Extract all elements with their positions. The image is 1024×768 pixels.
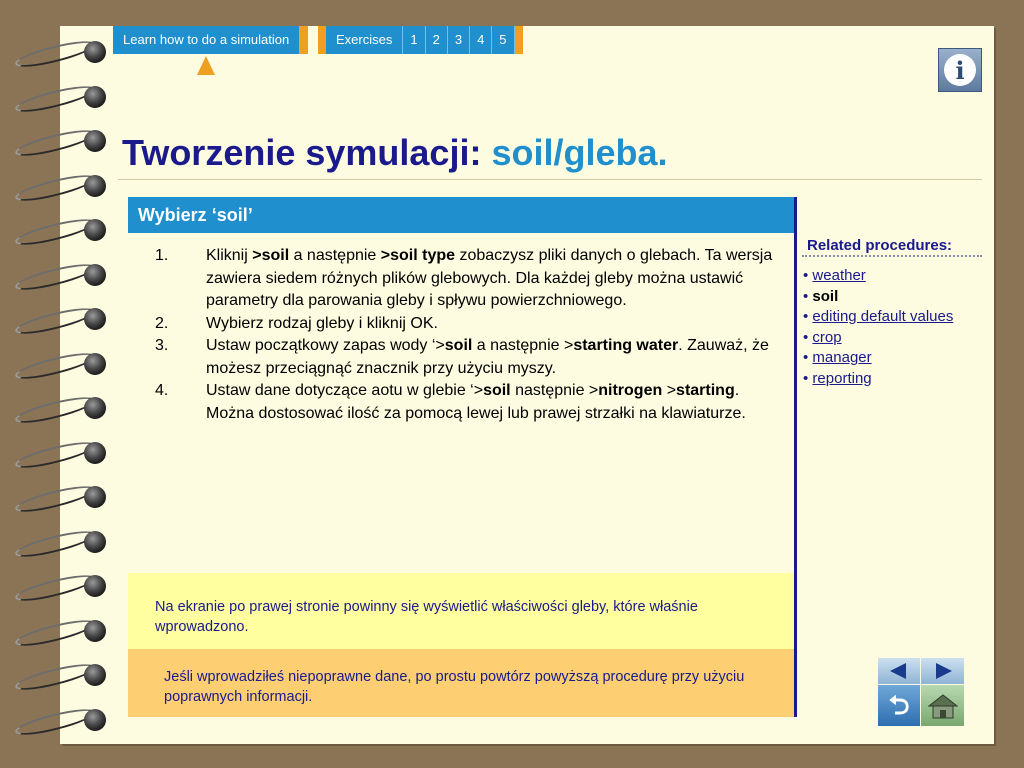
manager-link[interactable]: manager (812, 349, 872, 366)
ring-hole (84, 308, 106, 330)
step-text: Ustaw początkowy zapas wody ‘> (206, 337, 445, 354)
ring-hole (84, 130, 106, 152)
editing-default-values-link[interactable]: editing default values (812, 308, 954, 325)
home-icon (928, 693, 958, 719)
step-number: 3. (155, 337, 169, 354)
related-item-crop (803, 328, 953, 349)
ring-hole (84, 219, 106, 241)
exercise-4-button[interactable]: 4 (470, 26, 492, 54)
spiral-binding (0, 0, 110, 768)
ring-hole (84, 531, 106, 553)
result-note-text: Na ekranie po prawej stronie powinny się wyświetlić właściwości gleby, które właśnie wprowadzono. (155, 599, 698, 635)
step-keyword: >soil type (380, 247, 456, 264)
return-up-icon: ⮌ (888, 690, 910, 720)
instruction-panel (128, 197, 797, 717)
ring-hole (84, 486, 106, 508)
ring-hole (84, 264, 106, 286)
info-icon: i (944, 54, 976, 86)
title-divider (118, 179, 982, 180)
title-main: Tworzenie symulacji: (122, 132, 492, 173)
related-item-soil (803, 287, 953, 308)
spiral-ring (14, 305, 104, 331)
spiral-ring (14, 528, 104, 554)
step-keyword: soil (444, 337, 473, 354)
spiral-ring (14, 483, 104, 509)
ring-hole (84, 397, 106, 419)
exercise-3-button[interactable]: 3 (448, 26, 470, 54)
page-title (122, 132, 668, 174)
spiral-ring (14, 572, 104, 598)
next-button[interactable] (921, 658, 964, 684)
ring-hole (84, 442, 106, 464)
current-location-marker (197, 56, 215, 75)
ring-hole (84, 353, 106, 375)
step-text: > (662, 382, 677, 399)
step-keyword: starting (676, 382, 735, 399)
ring-hole (84, 620, 106, 642)
spiral-ring (14, 439, 104, 465)
ring-hole (84, 664, 106, 686)
spiral-ring (14, 172, 104, 198)
info-button[interactable] (938, 48, 982, 92)
step-number: 4. (155, 382, 169, 399)
step-text: Wybierz rodzaj gleby i kliknij OK. (206, 314, 438, 332)
error-note (128, 649, 794, 717)
step-text: Ustaw dane dotyczące aotu w glebie ‘> (206, 382, 484, 399)
ring-hole (84, 41, 106, 63)
spiral-ring (14, 617, 104, 643)
step-text: a następnie > (472, 337, 574, 354)
related-item-editing (803, 307, 953, 328)
spiral-ring (14, 261, 104, 287)
exercises-button[interactable]: Exercises (326, 26, 403, 54)
ring-hole (84, 575, 106, 597)
crop-link[interactable]: crop (812, 328, 842, 346)
exercise-5-button[interactable]: 5 (492, 26, 514, 54)
title-accent: soil/gleba. (491, 132, 668, 173)
spiral-ring (14, 216, 104, 242)
spiral-ring (14, 127, 104, 153)
step-text: Kliknij (206, 247, 253, 264)
nav-cap (318, 26, 326, 54)
related-item-reporting (803, 369, 953, 390)
ring-hole (84, 175, 106, 197)
nav-cap (300, 26, 308, 54)
soil-current-label: soil (812, 287, 839, 305)
step-number: 2. (155, 314, 169, 332)
exercise-2-button[interactable]: 2 (426, 26, 448, 54)
ring-hole (84, 86, 106, 108)
weather-link[interactable]: weather (812, 267, 866, 284)
return-button[interactable] (878, 685, 920, 726)
arrow-right-icon (936, 663, 952, 679)
related-item-weather (803, 266, 953, 287)
error-note-text: Jeśli wprowadziłeś niepoprawne dane, po prostu powtórz powyższą procedurę przy użyciu poprawnych informacji. (164, 669, 745, 705)
step-keyword: >soil (252, 247, 290, 264)
navigation-pad (878, 658, 964, 726)
exercise-1-button[interactable]: 1 (403, 26, 425, 54)
step-text: zobaczysz pliki danych o glebach. Ta wersja zawiera siedem różnych plików glebowych. Dla każdej gleby można ustawić parametry dla parowania gleby i spływu powierzchniowego. (206, 247, 773, 309)
home-button[interactable] (921, 685, 964, 726)
steps-list (128, 245, 778, 425)
step-keyword: soil (483, 382, 511, 399)
step-text: . Zauważ, że możesz przeciągnąć znacznik przy użyciu myszy. (206, 337, 769, 377)
spiral-ring (14, 394, 104, 420)
exercises-nav (318, 26, 523, 54)
arrow-left-icon (890, 663, 906, 679)
spiral-ring (14, 83, 104, 109)
learn-simulation-button[interactable]: Learn how to do a simulation (113, 26, 300, 54)
ring-hole (84, 709, 106, 731)
step-text: a następnie (289, 247, 381, 264)
nav-cap (515, 26, 523, 54)
spiral-ring (14, 661, 104, 687)
step-3 (128, 335, 778, 380)
step-number: 1. (155, 247, 169, 264)
panel-header: Wybierz ‘soil’ (128, 197, 794, 233)
step-1 (128, 245, 778, 313)
step-keyword: starting water (573, 337, 679, 354)
step-keyword: nitrogen (598, 382, 663, 399)
step-4 (128, 380, 778, 425)
spiral-ring (14, 38, 104, 64)
reporting-link[interactable]: reporting (812, 369, 872, 387)
step-2 (128, 313, 778, 336)
learn-nav (113, 26, 308, 54)
step-text: . Można dostosować ilość za pomocą lewej lub prawej strzałki na klawiaturze. (206, 382, 746, 422)
step-text: następnie > (510, 382, 599, 399)
spiral-ring (14, 350, 104, 376)
related-procedures-title: Related procedures: (802, 237, 982, 257)
result-note (128, 573, 794, 649)
related-item-manager (803, 348, 953, 369)
spiral-ring (14, 706, 104, 732)
previous-button[interactable] (878, 658, 920, 684)
related-procedures-list (803, 266, 953, 389)
